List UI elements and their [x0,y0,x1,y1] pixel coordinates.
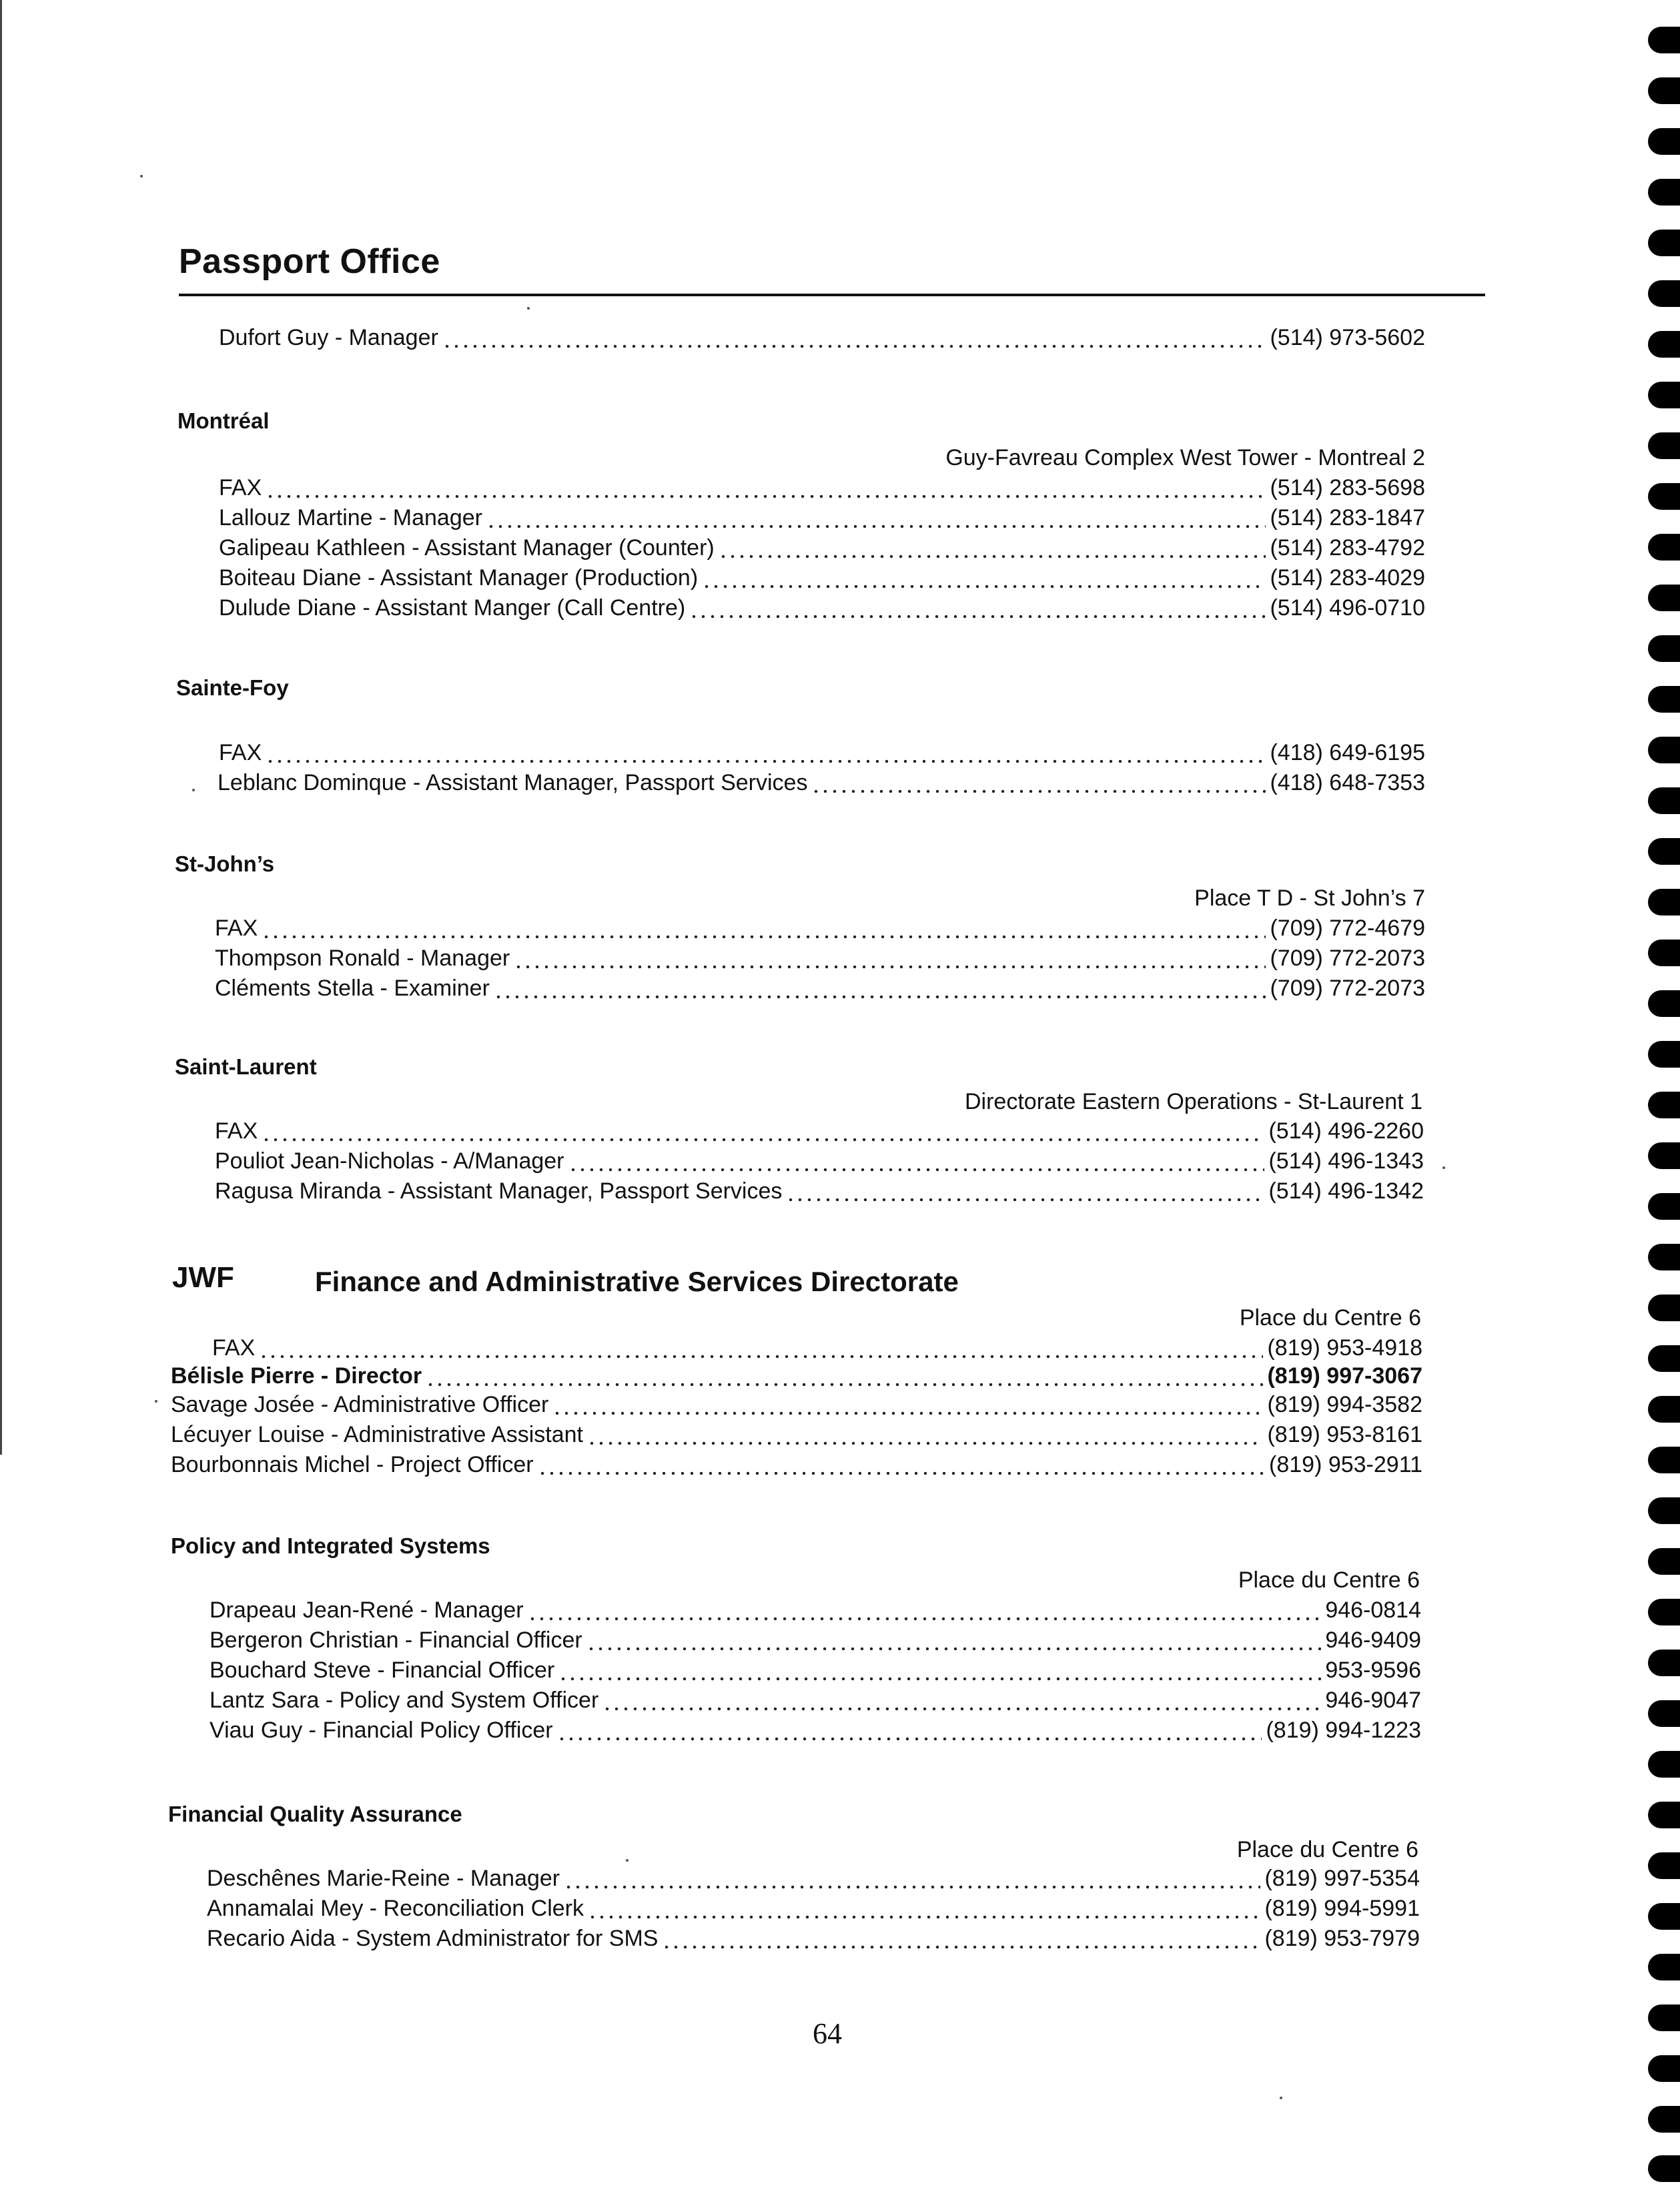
binding-hole [1648,1447,1680,1473]
binding-hole [1648,2155,1680,2182]
entry-phone: (418) 649-6195 [1270,740,1425,765]
entry-label: Thompson Ronald - Manager [215,946,510,971]
directory-entry [215,1146,1424,1176]
binding-hole [1648,1142,1680,1169]
dot-leader [494,974,1266,1004]
entry-label: Bélisle Pierre - Director [171,1363,422,1389]
dot-leader [426,1361,1263,1391]
entry-label: FAX [215,916,258,941]
binding-hole [1648,280,1680,307]
binding-hole [1648,27,1680,53]
directory-entry [209,1716,1421,1746]
dot-leader [262,1116,1264,1146]
scan-speck [1442,1166,1445,1169]
dot-leader [557,1716,1262,1746]
section-heading-saint-laurent: Saint-Laurent [175,1054,317,1079]
binding-hole [1648,2004,1680,2031]
binding-hole [1648,483,1680,510]
binding-hole [1648,1193,1680,1220]
directory-entry [219,593,1425,623]
dot-leader [259,1333,1263,1363]
directory-entry [209,1625,1421,1656]
binding-hole [1648,77,1680,104]
directory-entry [207,1894,1420,1924]
binding-hole [1648,1903,1680,1930]
entry-phone: (819) 953-7979 [1264,1926,1420,1951]
directory-entry [209,1656,1421,1686]
dot-leader [689,593,1266,623]
directory-entry [215,1176,1424,1206]
title-rule [179,294,1485,296]
binding-hole [1648,635,1680,662]
directory-entry [219,533,1425,563]
directory-entry [218,768,1425,798]
entry-phone: (819) 953-4918 [1267,1335,1422,1361]
dot-leader [514,944,1266,974]
scan-speck [1280,2097,1282,2099]
entry-phone: (514) 283-4792 [1270,535,1425,561]
binding-hole [1648,2106,1680,2133]
section-heading-fqa: Financial Quality Assurance [168,1802,462,1826]
binding-hole [1648,686,1680,713]
section-heading-sainte-foy: Sainte-Foy [176,675,289,700]
dot-leader [266,473,1266,503]
dot-leader [602,1686,1321,1716]
entry-phone: 946-9409 [1325,1627,1421,1653]
directory-entry [215,914,1425,944]
entry-phone: (418) 648-7353 [1270,770,1425,795]
directory-entry [209,1595,1421,1625]
entry-phone: (514) 973-5602 [1270,325,1425,350]
dot-leader [538,1450,1265,1480]
directory-entry [209,1686,1421,1716]
binding-hole [1648,889,1680,916]
entry-phone: (514) 496-1343 [1268,1148,1424,1174]
directory-entry [219,473,1425,503]
binding-hole [1648,1751,1680,1778]
dot-leader [587,1420,1264,1450]
directory-entry [215,944,1425,974]
entry-label: Cléments Stella - Examiner [215,976,490,1001]
binding-hole [1648,838,1680,865]
entry-label: Lécuyer Louise - Administrative Assistant [171,1422,583,1447]
page-number: 64 [813,2017,842,2050]
entry-label: Pouliot Jean-Nicholas - A/Manager [215,1148,564,1174]
binding-hole [1648,128,1680,155]
scan-speck [527,307,530,310]
directory-entry [171,1450,1422,1480]
entry-phone: (819) 994-1223 [1266,1718,1421,1743]
dot-leader [528,1595,1322,1625]
entry-label: Galipeau Kathleen - Assistant Manager (Counter) [219,535,715,561]
entry-phone: (709) 772-2073 [1270,976,1425,1001]
directory-entry [171,1420,1422,1450]
entry-label: FAX [212,1335,256,1361]
scan-speck [626,1859,628,1862]
directory-entry [215,974,1425,1004]
directory-entry [212,1333,1422,1363]
section-heading-montreal: Montréal [177,408,270,433]
entry-label: Drapeau Jean-René - Manager [209,1597,524,1623]
entry-label: Savage Josée - Administrative Officer [171,1392,549,1417]
directory-entry [207,1864,1420,1894]
dot-leader [702,563,1266,593]
binding-holes [1633,0,1680,2190]
scan-speck [140,175,143,177]
entry-phone: (514) 496-0710 [1270,595,1425,621]
dot-leader [719,533,1266,563]
entry-label: FAX [219,740,262,765]
directory-entry [171,1390,1422,1420]
page-title: Passport Office [179,242,440,281]
location-st-johns: Place T D - St John’s 7 [1194,885,1425,911]
binding-hole [1648,990,1680,1017]
entry-label: Bergeron Christian - Financial Officer [209,1627,582,1653]
entry-label: Dulude Diane - Assistant Manger (Call Centre) [219,595,686,621]
binding-hole [1648,1497,1680,1524]
entry-phone: (514) 496-2260 [1268,1118,1424,1144]
entry-label: FAX [219,475,262,500]
entry-phone: (514) 496-1342 [1268,1178,1424,1204]
section-heading-policy: Policy and Integrated Systems [171,1533,490,1558]
entry-phone: 946-9047 [1325,1688,1421,1713]
section-heading-st-johns: St-John’s [175,851,275,876]
entry-phone: (819) 953-2911 [1269,1452,1422,1477]
entry-label: Recario Aida - System Administrator for SMS [207,1926,659,1951]
dot-leader [662,1924,1260,1954]
dot-leader [786,1176,1264,1206]
directory-entry [219,738,1425,768]
directory-entry [207,1924,1420,1954]
entry-phone: (709) 772-2073 [1270,946,1425,971]
location-fqa: Place du Centre 6 [1236,1837,1418,1862]
binding-hole [1648,1548,1680,1575]
binding-hole [1648,1092,1680,1118]
dot-leader [442,323,1266,353]
binding-hole [1648,230,1680,256]
directory-entry [219,563,1425,593]
entry-phone: (819) 953-8161 [1267,1422,1422,1447]
dot-leader [588,1894,1260,1924]
directorate-title: Finance and Administrative Services Directorate [315,1266,959,1297]
entry-phone: (819) 997-3067 [1267,1363,1422,1389]
binding-hole [1648,1954,1680,1980]
dot-leader [552,1390,1263,1420]
binding-hole [1648,1802,1680,1828]
entry-phone: (514) 283-1847 [1270,505,1425,530]
entry-label: Dufort Guy - Manager [219,325,438,350]
binding-hole [1648,331,1680,358]
entry-label: Ragusa Miranda - Assistant Manager, Passport Services [215,1178,783,1204]
entry-phone: 953-9596 [1325,1658,1421,1683]
binding-hole [1648,1396,1680,1423]
entry-phone: (709) 772-4679 [1270,916,1425,941]
entry-label: Viau Guy - Financial Policy Officer [209,1718,553,1743]
binding-hole [1648,179,1680,206]
dot-leader [811,768,1266,798]
location-policy: Place du Centre 6 [1238,1567,1420,1593]
entry-label: Bouchard Steve - Financial Officer [209,1658,555,1683]
binding-hole [1648,1852,1680,1879]
entry-label: Leblanc Dominque - Assistant Manager, Passport Services [218,770,808,795]
binding-hole [1648,1345,1680,1372]
directory-entry [215,1116,1424,1146]
binding-hole [1648,432,1680,459]
entry-label: Deschênes Marie-Reine - Manager [207,1866,560,1891]
location-montreal: Guy-Favreau Complex West Tower - Montreal 2 [945,445,1425,470]
entry-phone: (819) 997-5354 [1264,1866,1420,1891]
binding-hole [1648,787,1680,814]
binding-hole [1648,1244,1680,1270]
location-directorate: Place du Centre 6 [1239,1305,1421,1331]
dot-leader [558,1656,1321,1686]
binding-hole [1648,1599,1680,1625]
directory-entry-director [171,1361,1422,1391]
dot-leader [262,914,1266,944]
entry-phone: (819) 994-5991 [1264,1896,1420,1921]
binding-hole [1648,737,1680,763]
passport-manager-entry [219,323,1425,353]
binding-hole [1648,2055,1680,2082]
entry-label: FAX [215,1118,258,1144]
binding-hole [1648,1041,1680,1068]
location-saint-laurent: Directorate Eastern Operations - St-Laurent 1 [965,1089,1422,1114]
binding-hole [1648,1650,1680,1676]
entry-label: Lantz Sara - Policy and System Officer [209,1688,599,1713]
entry-phone: (514) 283-4029 [1270,565,1425,591]
dot-leader [564,1864,1260,1894]
binding-hole [1648,382,1680,408]
binding-hole [1648,534,1680,561]
binding-hole [1648,585,1680,611]
directorate-code: JWF [172,1261,234,1294]
binding-hole [1648,1700,1680,1727]
dot-leader [266,738,1266,768]
directory-entry [219,503,1425,533]
entry-phone: (514) 283-5698 [1270,475,1425,500]
entry-phone: (819) 994-3582 [1267,1392,1422,1417]
scan-speck [155,1400,157,1403]
dot-leader [568,1146,1265,1176]
dot-leader [486,503,1266,533]
entry-label: Lallouz Martine - Manager [219,505,482,530]
scan-speck [192,789,195,791]
binding-hole [1648,1295,1680,1321]
entry-phone: 946-0814 [1325,1597,1421,1623]
entry-label: Bourbonnais Michel - Project Officer [171,1452,534,1477]
dot-leader [586,1625,1322,1656]
scan-edge [0,0,2,1455]
entry-label: Annamalai Mey - Reconciliation Clerk [207,1896,584,1921]
binding-hole [1648,940,1680,966]
entry-label: Boiteau Diane - Assistant Manager (Production) [219,565,699,591]
